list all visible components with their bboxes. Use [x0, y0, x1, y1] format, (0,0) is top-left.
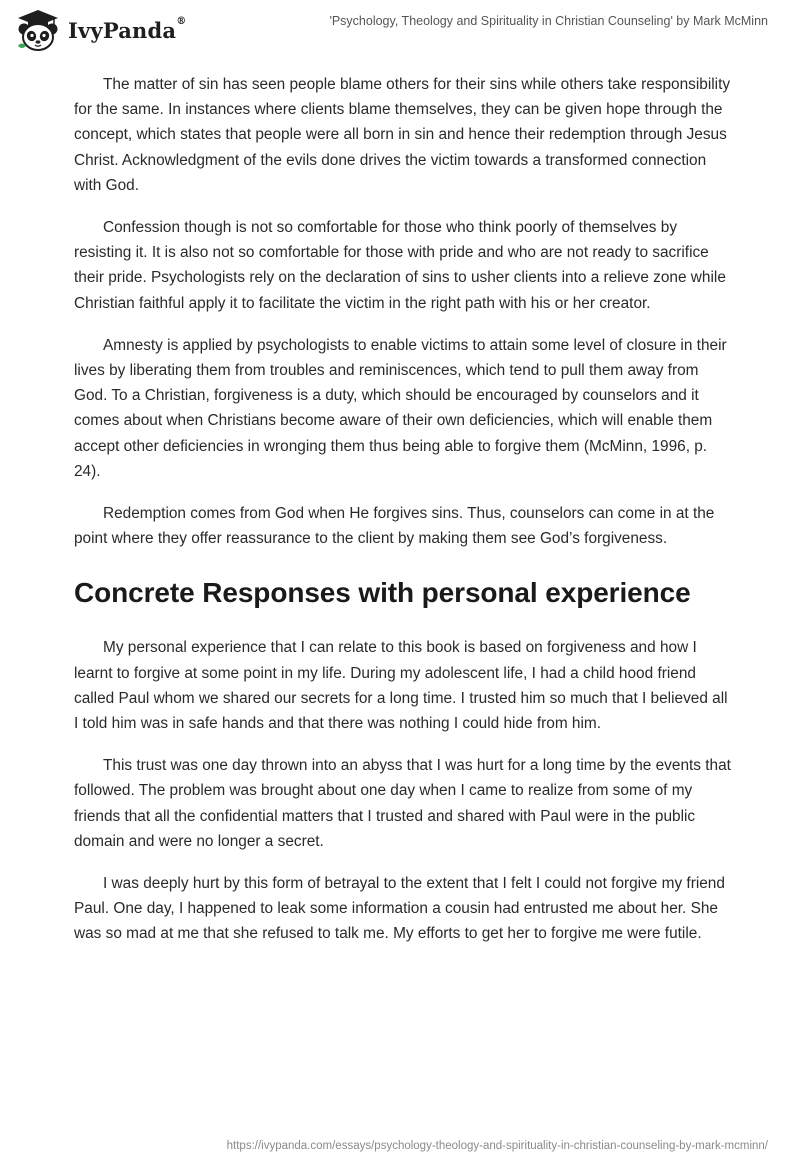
- registered-mark: ®: [176, 15, 187, 27]
- page-header: [0, 0, 800, 56]
- logo[interactable]: [14, 8, 186, 52]
- source-url[interactable]: https://ivypanda.com/essays/psychology-theology-and-spirituality-in-christian-counseling-by-mark-mcminn/: [226, 1140, 768, 1152]
- paragraph: Amnesty is applied by psychologists to enable victims to attain some level of closure in their lives by liberating them from troubles and reminiscences, which tend to pull them away from God. To a Christian, forgiveness is a duty, which should be encouraged by counselors and it comes about when Christians become aware of their own deficiencies, which will enable them accept other deficiencies in wronging them thus being able to forgive them (McMinn, 1996, p. 24).: [74, 336, 727, 480]
- logo-wordmark: IvyPanda®: [68, 15, 187, 43]
- paragraph: Confession though is not so comfortable for those who think poorly of themselves by resisting it. It is also not so comfortable for those with pride and who are not ready to sacrifice their pride. Psychologists rely on the declaration of sins to usher clients into a relieve zone while Christian faithful apply it to facilitate the victim in the right path with his or her creator.: [74, 219, 726, 312]
- paragraph: The matter of sin has seen people blame others for their sins while others take responsibility for the same. In instances where clients blame themselves, they can be given hope through the concept, which states that people were all born in sin and hence their redemption through Jesus Christ. Acknowledgment of the evils done drives the victim towards a transformed connection with God.: [74, 76, 731, 194]
- paragraph: I was deeply hurt by this form of betrayal to the extent that I felt I could not forgive my friend Paul. One day, I happened to leak some information a cousin had entrusted me about her. She was so mad at me that she refused to talk me. My efforts to get her to forgive me were futile.: [74, 875, 725, 943]
- paragraph: This trust was one day thrown into an abyss that I was hurt for a long time by the events that followed. The problem was brought about one day when I came to realize from some of my friends that all the confidential matters that I trusted and shared with Paul were in the public domain and were no longer a secret.: [74, 757, 731, 850]
- document-title: 'Psychology, Theology and Spirituality in Christian Counseling' by Mark McMinn: [329, 14, 768, 28]
- section-heading: Concrete Responses with personal experience: [74, 577, 691, 609]
- essay-body: [74, 72, 734, 964]
- paragraph: Redemption comes from God when He forgives sins. Thus, counselors can come in at the point where they offer reassurance to the client by making them see God’s forgiveness.: [74, 505, 715, 548]
- panda-graduate-icon: [14, 8, 62, 52]
- paragraph: My personal experience that I can relate to this book is based on forgiveness and how I learnt to forgive at some point in my life. During my adolescent life, I had a child hood friend called Paul whom we shared our secrets for a long time. I trusted him so much that I believed all I told him was in safe hands and that there was nothing I could hide from him.: [74, 639, 728, 733]
